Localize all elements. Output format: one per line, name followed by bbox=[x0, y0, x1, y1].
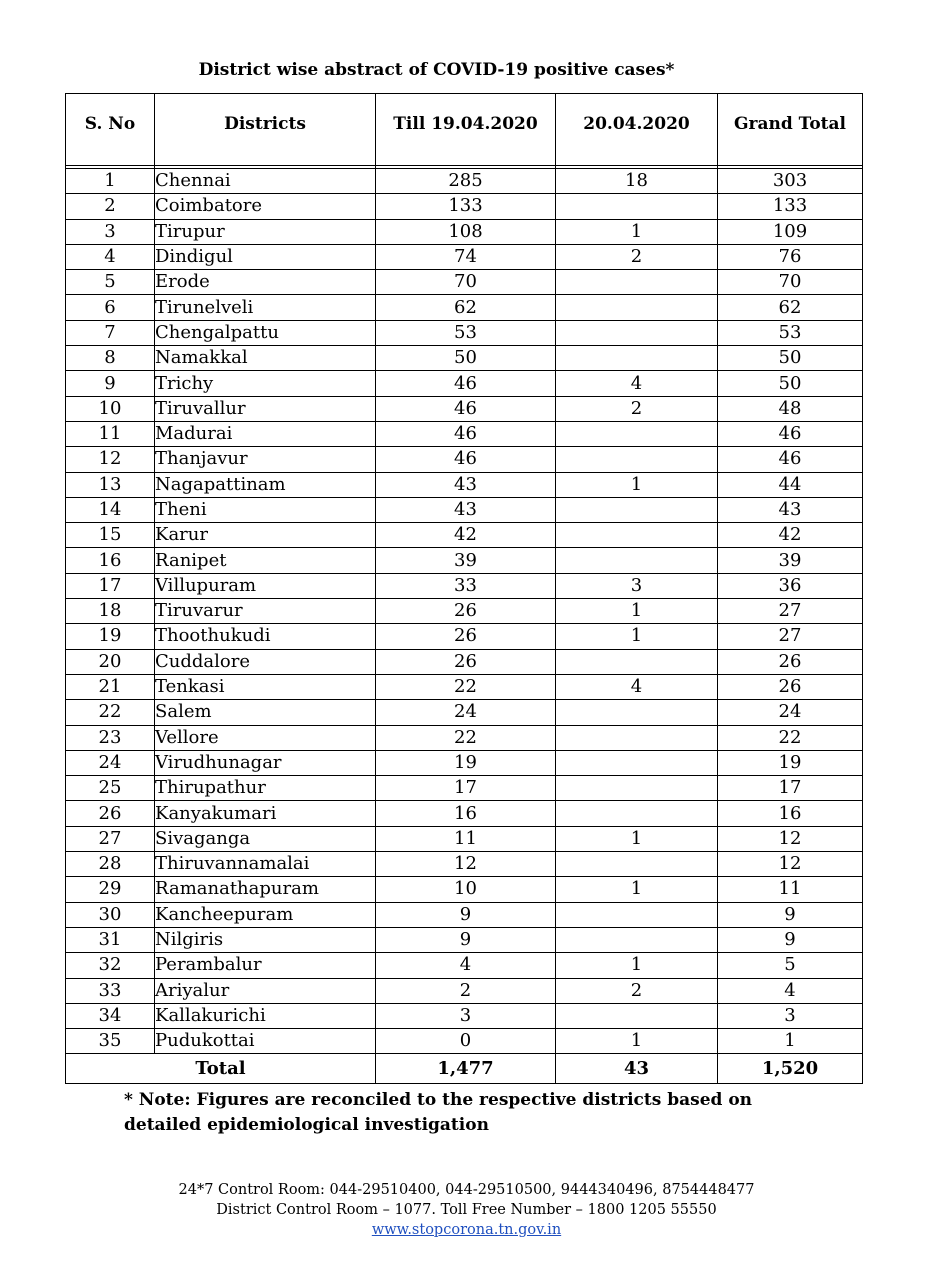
row-till: 16 bbox=[376, 801, 556, 826]
row-sno: 20 bbox=[66, 649, 155, 674]
table-row bbox=[66, 548, 863, 573]
header-till: Till 19.04.2020 bbox=[376, 94, 556, 166]
table-row bbox=[66, 295, 863, 320]
row-sno: 17 bbox=[66, 573, 155, 598]
row-sno: 1 bbox=[66, 169, 155, 194]
row-till: 26 bbox=[376, 624, 556, 649]
row-sno: 31 bbox=[66, 927, 155, 952]
row-till: 108 bbox=[376, 219, 556, 244]
row-till: 4 bbox=[376, 953, 556, 978]
row-grand-total: 27 bbox=[718, 599, 863, 624]
row-sno: 4 bbox=[66, 244, 155, 269]
row-day: 3 bbox=[556, 573, 718, 598]
row-sno: 30 bbox=[66, 902, 155, 927]
table-row bbox=[66, 927, 863, 952]
row-day bbox=[556, 700, 718, 725]
total-row bbox=[66, 1054, 863, 1084]
footer bbox=[0, 1180, 933, 1240]
row-sno: 32 bbox=[66, 953, 155, 978]
row-sno: 10 bbox=[66, 396, 155, 421]
row-district: Madurai bbox=[155, 421, 376, 446]
row-grand-total: 62 bbox=[718, 295, 863, 320]
row-district: Vellore bbox=[155, 725, 376, 750]
row-day: 1 bbox=[556, 472, 718, 497]
row-day bbox=[556, 548, 718, 573]
total-day: 43 bbox=[556, 1054, 718, 1084]
row-district: Kancheepuram bbox=[155, 902, 376, 927]
row-till: 285 bbox=[376, 169, 556, 194]
row-district: Chengalpattu bbox=[155, 320, 376, 345]
row-till: 9 bbox=[376, 902, 556, 927]
table-row bbox=[66, 320, 863, 345]
row-till: 26 bbox=[376, 649, 556, 674]
table-row bbox=[66, 852, 863, 877]
row-till: 2 bbox=[376, 978, 556, 1003]
row-district: Nilgiris bbox=[155, 927, 376, 952]
row-grand-total: 27 bbox=[718, 624, 863, 649]
row-day bbox=[556, 750, 718, 775]
row-day bbox=[556, 927, 718, 952]
row-district: Karur bbox=[155, 523, 376, 548]
table-row bbox=[66, 169, 863, 194]
row-district: Ariyalur bbox=[155, 978, 376, 1003]
row-day: 1 bbox=[556, 1029, 718, 1054]
row-sno: 34 bbox=[66, 1003, 155, 1028]
row-district: Ramanathapuram bbox=[155, 877, 376, 902]
row-district: Namakkal bbox=[155, 346, 376, 371]
table-row bbox=[66, 826, 863, 851]
row-grand-total: 48 bbox=[718, 396, 863, 421]
table-row bbox=[66, 396, 863, 421]
row-sno: 33 bbox=[66, 978, 155, 1003]
row-sno: 8 bbox=[66, 346, 155, 371]
row-day bbox=[556, 194, 718, 219]
row-district: Chennai bbox=[155, 169, 376, 194]
row-sno: 35 bbox=[66, 1029, 155, 1054]
table-row bbox=[66, 725, 863, 750]
row-district: Salem bbox=[155, 700, 376, 725]
row-grand-total: 133 bbox=[718, 194, 863, 219]
row-grand-total: 26 bbox=[718, 649, 863, 674]
row-sno: 14 bbox=[66, 497, 155, 522]
row-grand-total: 19 bbox=[718, 750, 863, 775]
row-sno: 21 bbox=[66, 674, 155, 699]
row-grand-total: 3 bbox=[718, 1003, 863, 1028]
row-grand-total: 50 bbox=[718, 346, 863, 371]
table-row bbox=[66, 270, 863, 295]
row-till: 22 bbox=[376, 674, 556, 699]
row-district: Cuddalore bbox=[155, 649, 376, 674]
table-row bbox=[66, 573, 863, 598]
header-grand-total: Grand Total bbox=[718, 94, 863, 166]
row-district: Ranipet bbox=[155, 548, 376, 573]
row-till: 50 bbox=[376, 346, 556, 371]
row-sno: 7 bbox=[66, 320, 155, 345]
row-sno: 6 bbox=[66, 295, 155, 320]
header-row bbox=[66, 94, 863, 166]
row-till: 53 bbox=[376, 320, 556, 345]
row-sno: 5 bbox=[66, 270, 155, 295]
row-day bbox=[556, 421, 718, 446]
row-grand-total: 42 bbox=[718, 523, 863, 548]
row-day bbox=[556, 902, 718, 927]
row-grand-total: 11 bbox=[718, 877, 863, 902]
row-day bbox=[556, 320, 718, 345]
control-room-numbers: 24*7 Control Room: 044-29510400, 044-29510500, 9444340496, 8754448477 bbox=[178, 1182, 755, 1198]
table-row bbox=[66, 447, 863, 472]
row-sno: 24 bbox=[66, 750, 155, 775]
row-sno: 18 bbox=[66, 599, 155, 624]
table-row bbox=[66, 346, 863, 371]
row-grand-total: 46 bbox=[718, 447, 863, 472]
row-district: Thanjavur bbox=[155, 447, 376, 472]
website-link[interactable]: www.stopcorona.tn.gov.in bbox=[371, 1222, 562, 1238]
row-grand-total: 22 bbox=[718, 725, 863, 750]
table-row bbox=[66, 674, 863, 699]
row-day: 1 bbox=[556, 219, 718, 244]
row-grand-total: 50 bbox=[718, 371, 863, 396]
row-day bbox=[556, 801, 718, 826]
row-district: Kanyakumari bbox=[155, 801, 376, 826]
row-district: Nagapattinam bbox=[155, 472, 376, 497]
row-district: Sivaganga bbox=[155, 826, 376, 851]
district-control-room: District Control Room – 1077. Toll Free Number – 1800 1205 55550 bbox=[216, 1202, 717, 1218]
row-day: 1 bbox=[556, 599, 718, 624]
row-grand-total: 109 bbox=[718, 219, 863, 244]
row-day bbox=[556, 270, 718, 295]
row-grand-total: 70 bbox=[718, 270, 863, 295]
row-district: Virudhunagar bbox=[155, 750, 376, 775]
row-district: Tiruvarur bbox=[155, 599, 376, 624]
row-district: Thiruvannamalai bbox=[155, 852, 376, 877]
row-sno: 2 bbox=[66, 194, 155, 219]
row-sno: 22 bbox=[66, 700, 155, 725]
row-till: 17 bbox=[376, 776, 556, 801]
row-sno: 23 bbox=[66, 725, 155, 750]
row-sno: 25 bbox=[66, 776, 155, 801]
row-till: 10 bbox=[376, 877, 556, 902]
row-till: 43 bbox=[376, 497, 556, 522]
table-row bbox=[66, 877, 863, 902]
row-sno: 29 bbox=[66, 877, 155, 902]
row-day bbox=[556, 295, 718, 320]
note-line-1: * Note: Figures are reconciled to the respective districts based on bbox=[124, 1090, 753, 1110]
row-day bbox=[556, 852, 718, 877]
row-grand-total: 44 bbox=[718, 472, 863, 497]
row-till: 22 bbox=[376, 725, 556, 750]
row-day bbox=[556, 497, 718, 522]
table-row bbox=[66, 244, 863, 269]
row-till: 133 bbox=[376, 194, 556, 219]
table-row bbox=[66, 599, 863, 624]
table-row bbox=[66, 902, 863, 927]
row-district: Kallakurichi bbox=[155, 1003, 376, 1028]
row-day: 2 bbox=[556, 978, 718, 1003]
row-sno: 28 bbox=[66, 852, 155, 877]
row-sno: 27 bbox=[66, 826, 155, 851]
row-grand-total: 53 bbox=[718, 320, 863, 345]
row-till: 24 bbox=[376, 700, 556, 725]
header-districts: Districts bbox=[155, 94, 376, 166]
table-row bbox=[66, 421, 863, 446]
row-till: 43 bbox=[376, 472, 556, 497]
row-grand-total: 9 bbox=[718, 902, 863, 927]
row-day: 18 bbox=[556, 169, 718, 194]
row-till: 9 bbox=[376, 927, 556, 952]
row-sno: 9 bbox=[66, 371, 155, 396]
row-day bbox=[556, 346, 718, 371]
row-grand-total: 36 bbox=[718, 573, 863, 598]
row-till: 46 bbox=[376, 371, 556, 396]
row-sno: 11 bbox=[66, 421, 155, 446]
row-district: Erode bbox=[155, 270, 376, 295]
table-row bbox=[66, 649, 863, 674]
row-day bbox=[556, 776, 718, 801]
row-grand-total: 46 bbox=[718, 421, 863, 446]
row-day bbox=[556, 1003, 718, 1028]
row-district: Tenkasi bbox=[155, 674, 376, 699]
table-row bbox=[66, 953, 863, 978]
row-till: 0 bbox=[376, 1029, 556, 1054]
row-grand-total: 24 bbox=[718, 700, 863, 725]
row-till: 11 bbox=[376, 826, 556, 851]
note bbox=[124, 1088, 824, 1138]
row-district: Pudukottai bbox=[155, 1029, 376, 1054]
row-till: 70 bbox=[376, 270, 556, 295]
row-grand-total: 9 bbox=[718, 927, 863, 952]
district-cases-table bbox=[65, 93, 863, 1084]
row-day bbox=[556, 523, 718, 548]
table-row bbox=[66, 497, 863, 522]
row-grand-total: 43 bbox=[718, 497, 863, 522]
document-title: District wise abstract of COVID-19 positive cases* bbox=[198, 60, 675, 80]
row-day: 4 bbox=[556, 674, 718, 699]
header-sno: S. No bbox=[66, 94, 155, 166]
table-row bbox=[66, 750, 863, 775]
table-row bbox=[66, 801, 863, 826]
row-grand-total: 12 bbox=[718, 852, 863, 877]
row-till: 39 bbox=[376, 548, 556, 573]
row-grand-total: 76 bbox=[718, 244, 863, 269]
row-day: 1 bbox=[556, 624, 718, 649]
total-till: 1,477 bbox=[376, 1054, 556, 1084]
row-district: Tiruvallur bbox=[155, 396, 376, 421]
table-row bbox=[66, 1003, 863, 1028]
table-row bbox=[66, 700, 863, 725]
row-sno: 19 bbox=[66, 624, 155, 649]
row-sno: 12 bbox=[66, 447, 155, 472]
row-till: 46 bbox=[376, 421, 556, 446]
table-row bbox=[66, 472, 863, 497]
row-grand-total: 26 bbox=[718, 674, 863, 699]
row-sno: 26 bbox=[66, 801, 155, 826]
row-district: Thirupathur bbox=[155, 776, 376, 801]
row-till: 46 bbox=[376, 396, 556, 421]
row-district: Trichy bbox=[155, 371, 376, 396]
row-till: 46 bbox=[376, 447, 556, 472]
table-row bbox=[66, 978, 863, 1003]
row-till: 3 bbox=[376, 1003, 556, 1028]
row-day: 2 bbox=[556, 244, 718, 269]
row-till: 26 bbox=[376, 599, 556, 624]
table-row bbox=[66, 523, 863, 548]
row-grand-total: 12 bbox=[718, 826, 863, 851]
row-till: 19 bbox=[376, 750, 556, 775]
row-grand-total: 303 bbox=[718, 169, 863, 194]
row-district: Tirupur bbox=[155, 219, 376, 244]
row-district: Coimbatore bbox=[155, 194, 376, 219]
table-row bbox=[66, 776, 863, 801]
row-sno: 13 bbox=[66, 472, 155, 497]
row-till: 62 bbox=[376, 295, 556, 320]
row-grand-total: 39 bbox=[718, 548, 863, 573]
row-day: 4 bbox=[556, 371, 718, 396]
row-grand-total: 1 bbox=[718, 1029, 863, 1054]
row-grand-total: 4 bbox=[718, 978, 863, 1003]
row-grand-total: 16 bbox=[718, 801, 863, 826]
total-grand: 1,520 bbox=[718, 1054, 863, 1084]
row-district: Tirunelveli bbox=[155, 295, 376, 320]
header-day: 20.04.2020 bbox=[556, 94, 718, 166]
row-district: Theni bbox=[155, 497, 376, 522]
row-till: 33 bbox=[376, 573, 556, 598]
row-district: Perambalur bbox=[155, 953, 376, 978]
row-grand-total: 5 bbox=[718, 953, 863, 978]
row-grand-total: 17 bbox=[718, 776, 863, 801]
row-sno: 3 bbox=[66, 219, 155, 244]
row-day bbox=[556, 649, 718, 674]
table-row bbox=[66, 219, 863, 244]
row-sno: 15 bbox=[66, 523, 155, 548]
table-row bbox=[66, 624, 863, 649]
row-district: Thoothukudi bbox=[155, 624, 376, 649]
row-day: 1 bbox=[556, 877, 718, 902]
row-till: 42 bbox=[376, 523, 556, 548]
table-row bbox=[66, 371, 863, 396]
row-till: 12 bbox=[376, 852, 556, 877]
note-line-2: detailed epidemiological investigation bbox=[124, 1115, 489, 1135]
table-row bbox=[66, 1029, 863, 1054]
row-district: Villupuram bbox=[155, 573, 376, 598]
row-day bbox=[556, 447, 718, 472]
row-day: 2 bbox=[556, 396, 718, 421]
row-day bbox=[556, 725, 718, 750]
table-row bbox=[66, 194, 863, 219]
row-day: 1 bbox=[556, 826, 718, 851]
row-sno: 16 bbox=[66, 548, 155, 573]
row-district: Dindigul bbox=[155, 244, 376, 269]
total-label: Total bbox=[66, 1054, 376, 1084]
row-till: 74 bbox=[376, 244, 556, 269]
row-day: 1 bbox=[556, 953, 718, 978]
